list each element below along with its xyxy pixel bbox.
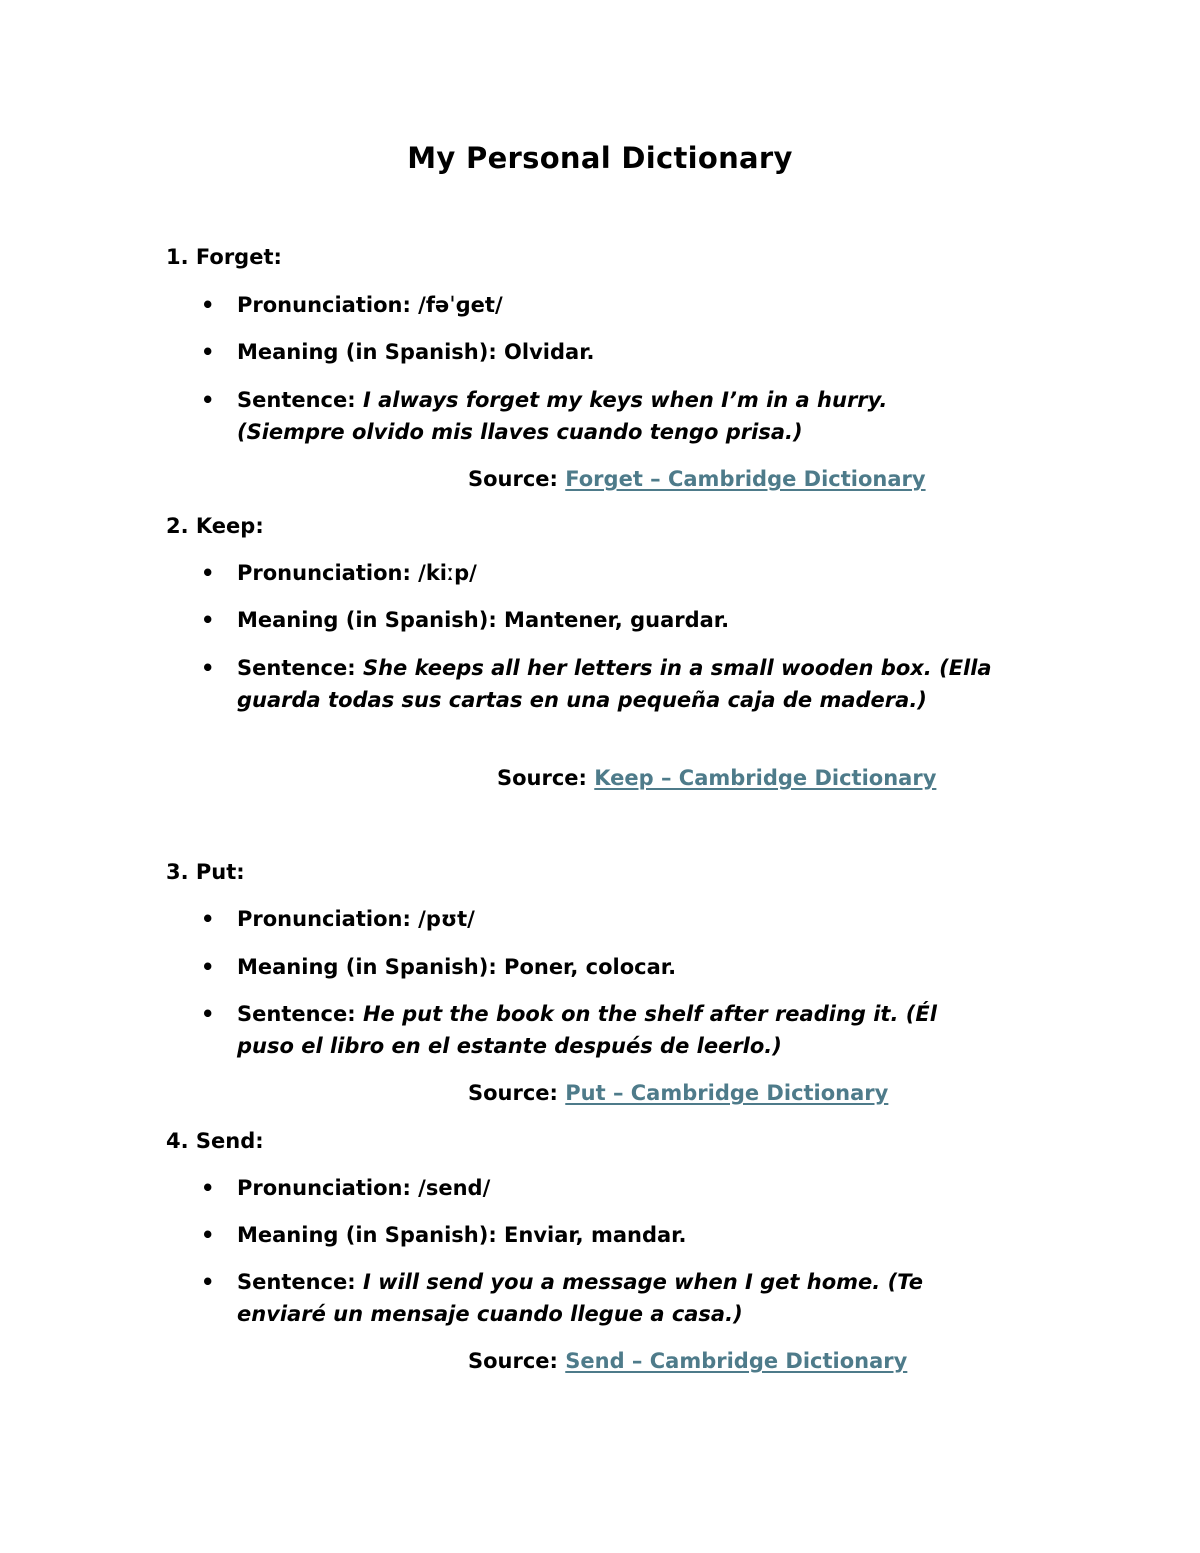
- page-title: My Personal Dictionary: [407, 141, 793, 175]
- sentence-english: I will send you a message when I get home.: [362, 1270, 881, 1294]
- meaning-label: Meaning (in Spanish):: [237, 955, 497, 979]
- source-line: [497, 762, 936, 794]
- bullet-icon: •: [201, 608, 215, 632]
- entry-heading-put: 3. Put:: [166, 860, 245, 884]
- source-label: Source:: [497, 766, 587, 790]
- bullet-icon: •: [201, 1002, 215, 1026]
- sentence-spanish: (Él puso el libro en el estante después de leerlo.): [237, 1002, 937, 1058]
- bullet-icon: •: [201, 955, 215, 979]
- meaning-line: [237, 604, 1037, 636]
- pronunciation-line: [237, 557, 1037, 589]
- bullet-icon: •: [201, 340, 215, 364]
- meaning-label: Meaning (in Spanish):: [237, 1223, 497, 1247]
- meaning-line: [237, 1219, 1037, 1251]
- entry-heading-send: 4. Send:: [166, 1129, 264, 1153]
- source-label: Source:: [468, 1349, 558, 1373]
- sentence-spanish: (Siempre olvido mis llaves cuando tengo prisa.): [237, 420, 803, 444]
- source-link[interactable]: Keep – Cambridge Dictionary: [594, 766, 937, 790]
- sentence-label: Sentence:: [237, 656, 356, 680]
- pronunciation-line: [237, 903, 1037, 935]
- source-label: Source:: [468, 1081, 558, 1105]
- sentence-label: Sentence:: [237, 1002, 356, 1026]
- sentence-label: Sentence:: [237, 1270, 356, 1294]
- sentence-english: She keeps all her letters in a small wooden box.: [362, 656, 932, 680]
- bullet-icon: •: [201, 907, 215, 931]
- pronunciation-value: /fəˈɡet/: [418, 293, 503, 317]
- sentence-english: I always forget my keys when I’m in a hurry.: [362, 388, 888, 412]
- source-line: [468, 1345, 907, 1377]
- sentence-line: [237, 652, 1027, 716]
- bullet-icon: •: [201, 656, 215, 680]
- pronunciation-label: Pronunciation:: [237, 561, 411, 585]
- pronunciation-value: /send/: [418, 1176, 491, 1200]
- meaning-value: Olvidar.: [504, 340, 595, 364]
- meaning-value: Mantener, guardar.: [504, 608, 730, 632]
- sentence-line: [237, 998, 997, 1062]
- sentence-line: [237, 384, 997, 448]
- pronunciation-line: [237, 289, 1037, 321]
- sentence-line: [237, 1266, 997, 1330]
- meaning-label: Meaning (in Spanish):: [237, 608, 497, 632]
- source-link[interactable]: Send – Cambridge Dictionary: [565, 1349, 908, 1373]
- pronunciation-value: /kiːp/: [418, 561, 477, 585]
- source-link[interactable]: Forget – Cambridge Dictionary: [565, 467, 926, 491]
- pronunciation-line: [237, 1172, 1037, 1204]
- sentence-label: Sentence:: [237, 388, 356, 412]
- source-link[interactable]: Put – Cambridge Dictionary: [565, 1081, 889, 1105]
- bullet-icon: •: [201, 388, 215, 412]
- pronunciation-label: Pronunciation:: [237, 1176, 411, 1200]
- bullet-icon: •: [201, 293, 215, 317]
- source-line: [468, 1077, 888, 1109]
- bullet-icon: •: [201, 561, 215, 585]
- source-line: [468, 463, 926, 495]
- bullet-icon: •: [201, 1223, 215, 1247]
- pronunciation-value: /pʊt/: [418, 907, 475, 931]
- meaning-value: Poner, colocar.: [504, 955, 677, 979]
- sentence-english: He put the book on the shelf after reading it.: [362, 1002, 899, 1026]
- bullet-icon: •: [201, 1270, 215, 1294]
- pronunciation-label: Pronunciation:: [237, 907, 411, 931]
- meaning-value: Enviar, mandar.: [504, 1223, 687, 1247]
- meaning-line: [237, 951, 1037, 983]
- entry-heading-forget: 1. Forget:: [166, 245, 282, 269]
- source-label: Source:: [468, 467, 558, 491]
- entry-heading-keep: 2. Keep:: [166, 514, 264, 538]
- meaning-label: Meaning (in Spanish):: [237, 340, 497, 364]
- sentence-spanish: (Ella guarda todas sus cartas en una pequeña caja de madera.): [237, 656, 992, 712]
- sentence-spanish: (Te enviaré un mensaje cuando llegue a casa.): [237, 1270, 924, 1326]
- pronunciation-label: Pronunciation:: [237, 293, 411, 317]
- meaning-line: [237, 336, 1037, 368]
- bullet-icon: •: [201, 1176, 215, 1200]
